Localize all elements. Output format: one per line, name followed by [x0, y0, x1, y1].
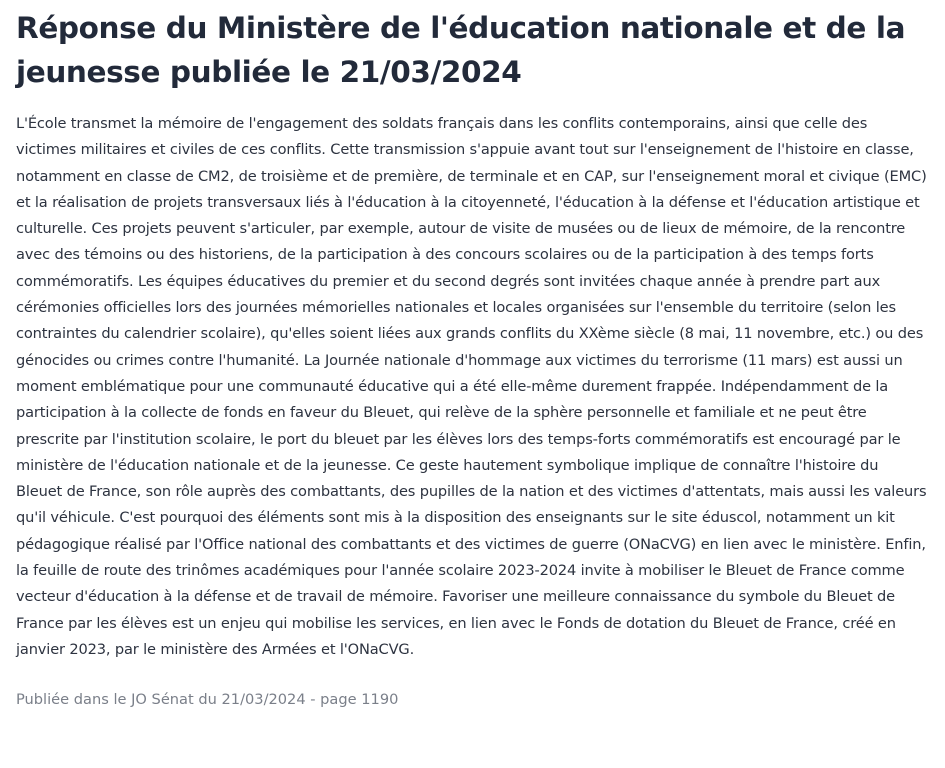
- answer-body: L'École transmet la mémoire de l'engagement des soldats français dans les conflits contemporains, ainsi que celle des victimes militaires et civiles de ces conflits. Cette transmission s'appuie avant tout sur l'enseignement de l'histoire en classe, notamment en classe de CM2, de troisième et de première, de terminale et en CAP, sur l'enseignement moral et civique (EMC) et la réalisation de projets transversaux liés à l'éducation à la citoyenneté, l'éducation à la défense et l'éducation artistique et culturelle. Ces projets peuvent s'articuler, par exemple, autour de visite de musées ou de lieux de mémoire, de la rencontre avec des témoins ou des historiens, de la participation à des concours scolaires ou de la participation à des temps forts commémoratifs. Les équipes éducatives du premier et du second degrés sont invitées chaque année à prendre part aux cérémonies officielles lors des journées mémorielles nationales et locales organisées sur l'ensemble du territoire (selon les contraintes du calendrier scolaire), qu'elles soient liées aux grands conflits du XXème siècle (8 mai, 11 novembre, etc.) ou des génocides ou crimes contre l'humanité. La Journée nationale d'hommage aux victimes du terrorisme (11 mars) est aussi un moment emblématique pour une communauté éducative qui a été elle-même durement frappée. Indépendamment de la participation à la collecte de fonds en faveur du Bleuet, qui relève de la sphère personnelle et familiale et ne peut être prescrite par l'institution scolaire, le port du bleuet par les élèves lors des temps-forts commémoratifs est encouragé par le ministère de l'éducation nationale et de la jeunesse. Ce geste hautement symbolique implique de connaître l'histoire du Bleuet de France, son rôle auprès des combattants, des pupilles de la nation et des victimes d'attentats, mais aussi les valeurs qu'il véhicule. C'est pourquoi des éléments sont mis à la disposition des enseignants sur le site éduscol, notamment un kit pédagogique réalisé par l'Office national des combattants et des victimes de guerre (ONaCVG) en lien avec le ministère. Enfin, la feuille de route des trinômes académiques pour l'année scolaire 2023-2024 invite à mobiliser le Bleuet de France comme vecteur d'éducation à la défense et de travail de mémoire. Favoriser une meilleure connaissance du symbole du Bleuet de France par les élèves est un enjeu qui mobilise les services, en lien avec le Fonds de dotation du Bleuet de France, créé en janvier 2023, par le ministère des Armées et l'ONaCVG.: [16, 115, 927, 658]
- publication-info: Publiée dans le JO Sénat du 21/03/2024 - page 1190: [16, 691, 399, 709]
- page-title: Réponse du Ministère de l'éducation nationale et de la jeunesse publiée le 21/03/2024: [16, 11, 906, 89]
- answer-section: [16, 6, 928, 712]
